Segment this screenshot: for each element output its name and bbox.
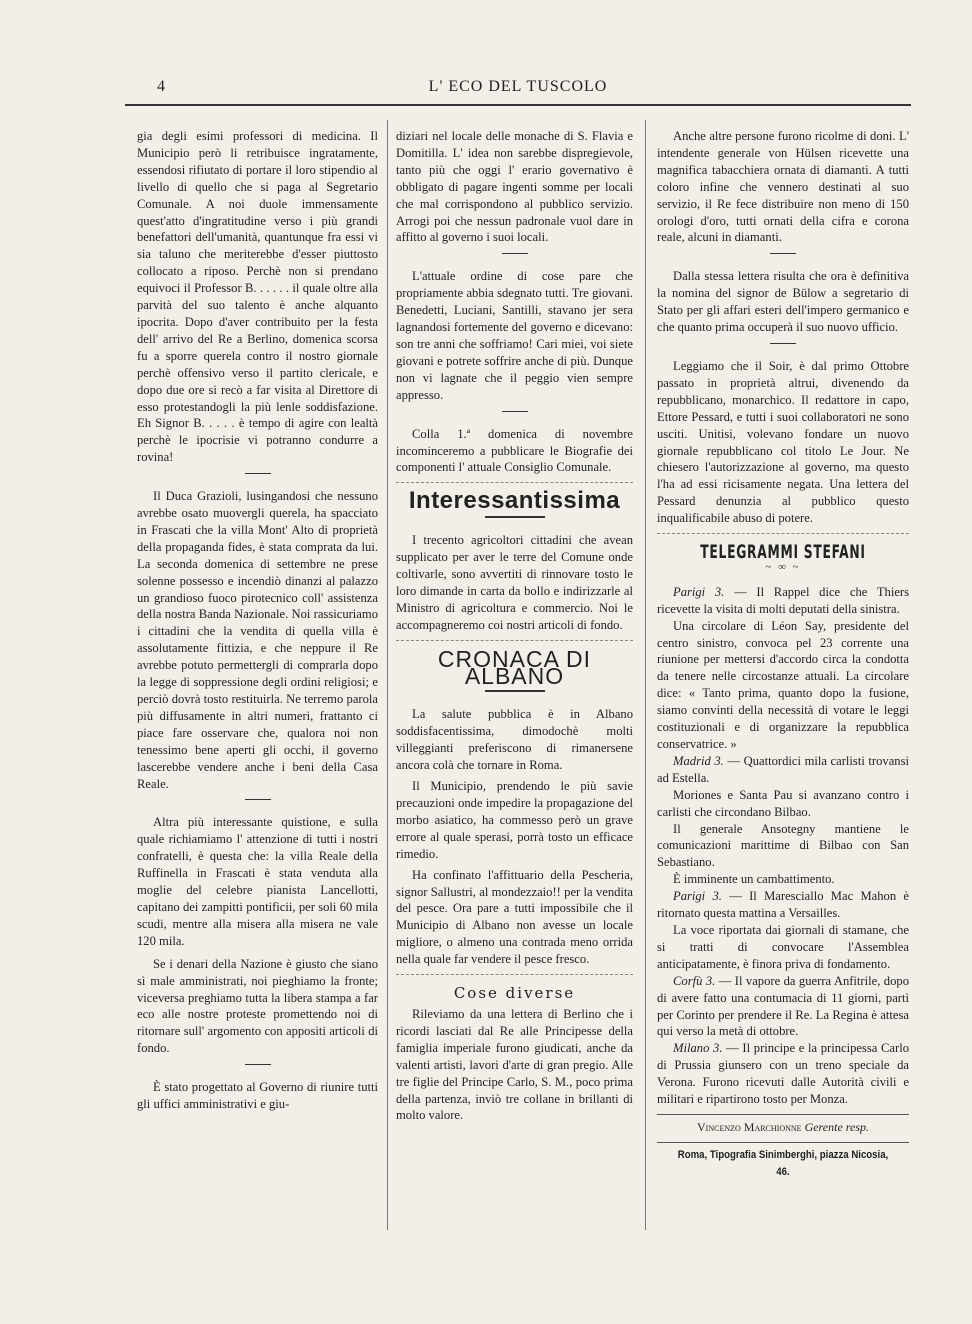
separator — [770, 343, 796, 344]
article-paragraph: Il Duca Grazioli, lusingandosi che nessuno avrebbe osato muovergli querela, ha spacciato in Frascati che la villa Mont' Alto di proprietà della propaganda fides, è stata comprata da lui. La seconda domenica di settembre ne prese solenne possesso e incendiò dinanzi al palazzo un grandioso fuoco pirotecnico coll' assistenza della nostra Banda Nazionale. Noi rassicuriamo i cittadini che la vendita di quella villa è assolutamente fittizia, e che neppure il Re avrebbe potuto permettergli di comprarla dopo la legge di soppressione degli ordini religiosi; e perciò dovrà tosto restituirla. Ne terremo parola più diffusamente in altri numeri, frattanto ci piace fare osservare che, qualora noi non tenessimo bene aperti gli occhi, il governo lascerebbe vendere anche i beni della Casa Reale. — [137, 489, 378, 791]
telegram-paragraph — [657, 973, 909, 1041]
article-paragraph: È stato progettato al Governo di riunire tutti gli uffici amministrativi e giu- — [137, 1080, 378, 1112]
section-rule — [396, 640, 633, 641]
heading-underline — [485, 690, 545, 692]
separator — [502, 253, 528, 254]
telegram-text: — Quattordici mila carlisti trovansi ad Estella. — [657, 753, 909, 785]
masthead: L' ECO DEL TUSCOLO — [428, 78, 608, 95]
signature-rule — [657, 1114, 909, 1115]
telegram-paragraph: Il generale Ansotegny mantiene le comunicazioni marittime di Bilbao con San Sebastiano. — [657, 821, 909, 870]
section-heading-cose-diverse: Cose diverse — [453, 984, 576, 1003]
telegram-dateline: Madrid 3. — [673, 753, 724, 768]
telegram-text: — Il principe e la principessa Carlo di Prussia giunsero con un treno speciale da Verona. Furono ricevuti dalle Autorità civili e militari e ripartirono tosto per Monza. — [657, 1041, 910, 1107]
column-3 — [657, 128, 909, 1181]
article-paragraph: La salute pubblica è in Albano soddisfacentissima, dimodochè molti villeggianti preferiscono di rimanersene ancora colà che tornare in Roma. — [396, 707, 633, 773]
telegram-paragraph: La voce riportata dai giornali di stamane, che si tratti di convocare l'Assemblea anticipatamente, è finora priva di fondamento. — [657, 922, 909, 971]
telegram-text: — Il Rappel dice che Thiers ricevette la visita di molti deputati della sinistra. — [657, 584, 909, 616]
column-2 — [396, 128, 633, 1124]
section-heading-telegrammi-stefani: TELEGRAMMI STEFANI — [700, 541, 866, 564]
article-paragraph: Leggiamo che il Soir, è dal primo Ottobre passato in proprietà altrui, divenendo da repubblicano, monarchico. Il redattore in capo, Ettore Pessard, e tutti i suoi collaboratori ne sono usciti. Unitisi, volevano fondare un nuovo giornale repubblicano col titolo Le Jour. Ne chiesero l'autorizzazione al governo, ma questo l'ha ad essi ricisamente negata. Una lettera del Pessard denunzia al pubblico questo inqualificabile abuso di potere. — [657, 358, 909, 526]
article-paragraph: Altra più interessante quistione, e sulla quale richiamiamo l' attenzione di tutti i nostri confratelli, è questa che: la villa Reale della Ruffinella in Frascati è stata venduta alla moglie del celebre pianista Lancellotti, capitano dei zampitti pontificii, per soli 60 mila scudi, mentre alla misera alla misera ne vale 120 mila. — [137, 815, 378, 948]
section-rule — [396, 482, 633, 483]
telegram-paragraph — [657, 888, 909, 922]
separator — [245, 473, 271, 474]
signature-name: Vincenzo Marchionne — [697, 1119, 802, 1134]
section-rule — [396, 974, 633, 975]
telegram-dateline: Parigi 3. — [673, 584, 725, 599]
article-paragraph: gia degli esimi professori di medicina. Il Municipio però li retribuisce ingratamente, essendosi rifiutato di portare il loro stipendio al livello di quello che si paga al Segretario Comunale. A noi duole immensamente quest'atto d'ingratitudine verso i più grandi benefattori dell'umanità, quantunque fra essi vi sia taluno che meriterebbe d'esser piuttosto collocato a riposo. Perchè non si prendano equivoci il Professor B. . . . . . il quale oltre alla parvità del suo talento è anche alquanto ipocrita. Dopo d'aver contribuito per la festa dell' arrivo del Re a Berlino, domenica scorsa fu a sporre querela contro il nostro giornale perchè offensivo verso il partito clericale, e dopo due ore si recò a far visita al Direttore di esso protestandogli la più lenle soddisfazione. Eh Signor B. . . . . è tempo di agire con lealtà perchè le ipocrisie vi potranno condurre a rovina! — [137, 129, 378, 465]
article-paragraph: Anche altre persone furono ricolme di doni. L' intendente generale von Hülsen ricevette una magnifica tabacchiera ornata di diamanti. A tutti coloro infine che vennero destinati al suo servizio, il Re fece distribuire non meno di 150 orologi d'oro, tutti ornati della cifra e corona reale, alcuni in diamanti. — [657, 129, 909, 245]
article-paragraph: Se i denari della Nazione è giusto che siano sì male amministrati, noi pieghiamo la fronte; viceversa preghiamo tutta la libera stampa a far eco alle nostre proteste promettendo noi di ritornare sull' argomento con appositi articoli di fondo. — [137, 956, 378, 1056]
telegram-paragraph: Una circolare di Léon Say, presidente del centro sinistro, convoca pel 23 corrente una riunione per mettersi d'accordo circa la condotta da tenere nelle circostanze attuali. La circolare dice: « Tanto prima, quanto dopo la fusione, siamo convinti della necessità di votare le leggi costituzionali e di organizzare la repubblica conservatrice. » — [657, 618, 909, 751]
signature — [657, 1119, 909, 1136]
article-paragraph: diziari nel locale delle monache di S. Flavia e Domitilla. L' idea non sarebbe dispregievole, tanto più che oggi l' erario governativo è obbligato di pagare ingenti somme per locali che mal corrispondono al pubblico servizio. Arrogi poi che nessun padronale vuol dare in affitto al governo i suoi locali. — [396, 129, 633, 245]
telegram-paragraph — [657, 584, 909, 618]
article-paragraph: L'attuale ordine di cose pare che propriamente abbia sdegnato tutti. Tre giovani. Benedetti, Luciani, Santilli, stavano jer sera lagnandosi fortemente del governo e dicevano: son tre anni che soffriamo! Cari miei, voi siete giovani e potrete soffrire anche di più. Dunque non vi lagnate che il peggio vien sempre appresso. — [396, 269, 633, 402]
telegram-paragraph: È imminente un cambattimento. — [673, 872, 835, 887]
telegram-paragraph: Moriones e Santa Pau si avanzano contro i carlisti che circondano Bilbao. — [657, 787, 909, 819]
imprint-rule — [657, 1142, 909, 1143]
separator — [502, 411, 528, 412]
article-paragraph: Ha confinato l'affittuario della Pescheria, signor Sallustri, al mondezzaio!! per la vendita del pesce. Ora pare a tutti impossibile che il Municipio di Albano non avesse un locale migliore, o almeno una contrada meno orrida nella quale far vendere il pesce fresco. — [396, 867, 633, 967]
article-paragraph: Rileviamo da una lettera di Berlino che i ricordi lasciati dal Re alle Principesse della famiglia imperiale furono giudicati, anche da valenti artisti, lavori d'arte di gran pregio. Alle tre figlie del Principe Carlo, S. M., poco prima della partenza, inviò tre collane in brillanti di molto valore. — [396, 1006, 633, 1123]
signature-role: Gerente resp. — [804, 1119, 869, 1134]
article-paragraph: Dalla stessa lettera risulta che ora è definitiva la nomina del signor de Bülow a segretario di Stato per gli affari esteri dell'impero germanico e che quanto prima occuperà il suo nuovo ufficio. — [657, 269, 909, 335]
telegram-paragraph — [657, 753, 909, 787]
article-paragraph: I trecento agricoltori cittadini che avean supplicato per aver le terre del Comune onde coltivarle, sono avvertiti di rinnovare tosto le loro dimande in carta da bollo e indirizzarle al Ministro di agricoltura e commercio. Noi le accompagneremo coi nostri articoli di fondo. — [396, 533, 633, 632]
telegram-paragraph — [657, 1040, 909, 1108]
telegram-text: — Il Maresciallo Mac Mahon è ritornato questa mattina a Versailles. — [657, 889, 910, 921]
telegram-dateline: Milano 3. — [673, 1041, 723, 1056]
header-rule — [125, 104, 911, 106]
section-rule — [657, 533, 909, 534]
section-heading-cronaca-di-albano: CRONACA DI ALBANO — [437, 645, 592, 689]
telegram-text: — Il vapore da guerra Anfitrile, dopo di avere fatto una contumacia di 11 giorni, partì per Corinto per prendere il Re. La Regina è attesa qui verso la metà di ottobre. — [657, 973, 909, 1039]
article-paragraph: Colla 1.ª domenica di novembre incominceremo a pubblicare le Biografie dei componenti l' attuale Consiglio Comunale. — [396, 426, 633, 475]
separator — [245, 799, 271, 800]
page-number: 4 — [157, 78, 165, 95]
heading-underline — [485, 516, 545, 518]
imprint: Roma, Tipografia Sinimberghi, piazza Nicosia, 46. — [677, 1148, 889, 1178]
telegram-dateline: Parigi 3. — [673, 889, 722, 904]
section-heading-interessantissima: Interessantissima — [408, 487, 621, 515]
article-paragraph: Il Municipio, prendendo le più savie precauzioni onde impedire la propagazione del morbo asiatico, ha commesso però un grave errore al quale sperasi, porrà tosto un efficace rimedio. — [396, 779, 633, 861]
page-header — [125, 76, 911, 98]
ornament: ~ ∞ ~ — [765, 560, 801, 573]
column-1 — [137, 128, 378, 1113]
separator — [770, 253, 796, 254]
column-divider — [387, 120, 388, 1230]
separator — [245, 1064, 271, 1065]
telegram-dateline: Corfù 3. — [673, 973, 716, 988]
column-divider — [645, 120, 646, 1230]
